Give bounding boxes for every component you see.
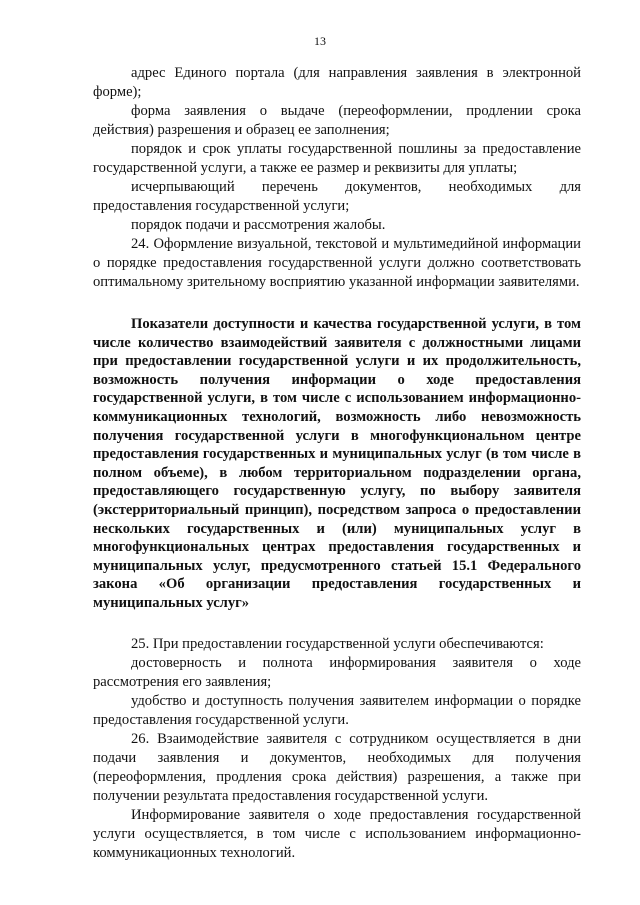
paragraph-document-list: исчерпывающий перечень документов, необходимых для предоставления государственной услуги; bbox=[93, 179, 581, 214]
paragraph-application-form: форма заявления о выдаче (переоформлении, продлении срока действия) разрешения и образец ее заполнения; bbox=[93, 103, 581, 138]
section-heading-accessibility: Показатели доступности и качества государственной услуги, в том числе количество взаимодействий заявителя с должностными лицами при предоставлении государственной услуги и их продолжительность, возможность получения информации о ходе предоставления государственной услуги, в том числе с использованием информационно-коммуникационных технологий, возможность либо невозможность получения государственной услуги в многофункциональном центре предоставления государственных и муниципальных услуг (в том числе в полном объеме), в любом территориальном подразделении органа, предоставляющего государственную услугу, по выбору заявителя (экстерриториальный принцип), посредством запроса о предоставлении нескольких государственных и (или) муниципальных услуг в многофункциональных центрах предоставления государственных и муниципальных услуг, предусмотренного статьей 15.1 Федерального закона «Об организации предоставления государственных и муниципальных услуг» bbox=[93, 316, 581, 611]
paragraph-convenience: удобство и доступность получения заявителем информации о порядке предоставления государственной услуги. bbox=[93, 692, 581, 728]
paragraph-state-fee: порядок и срок уплаты государственной пошлины за предоставление государственной услуги, а также ее размер и реквизиты для уплаты; bbox=[93, 141, 581, 176]
top-section bbox=[93, 64, 581, 292]
paragraph-26: 26. Взаимодействие заявителя с сотрудником осуществляется в дни подачи заявления и документов, необходимых для получения (переоформления, продления срока действия) разрешения, а также при получении результата предоставления государственной услуги. bbox=[93, 730, 581, 804]
paragraph-25: 25. При предоставлении государственной услуги обеспечиваются: bbox=[131, 635, 544, 652]
page-content bbox=[93, 64, 581, 863]
paragraph-complaints: порядок подачи и рассмотрения жалобы. bbox=[131, 217, 386, 233]
paragraph-informing: Информирование заявителя о ходе предоставления государственной услуги осуществляется, в том числе с использованием информационно-коммуникационных технологий. bbox=[93, 806, 581, 861]
paragraph-portal-address: адрес Единого портала (для направления заявления в электронной форме); bbox=[93, 65, 581, 100]
page-number: 13 bbox=[314, 34, 326, 48]
bottom-section bbox=[93, 635, 581, 863]
paragraph-24: 24. Оформление визуальной, текстовой и мультимедийной информации о порядке предоставления государственной услуги должно соответствовать оптимальному зрительному восприятию указанной информации заявителями. bbox=[93, 236, 581, 290]
paragraph-reliability: достоверность и полнота информирования заявителя о ходе рассмотрения его заявления; bbox=[93, 654, 581, 690]
